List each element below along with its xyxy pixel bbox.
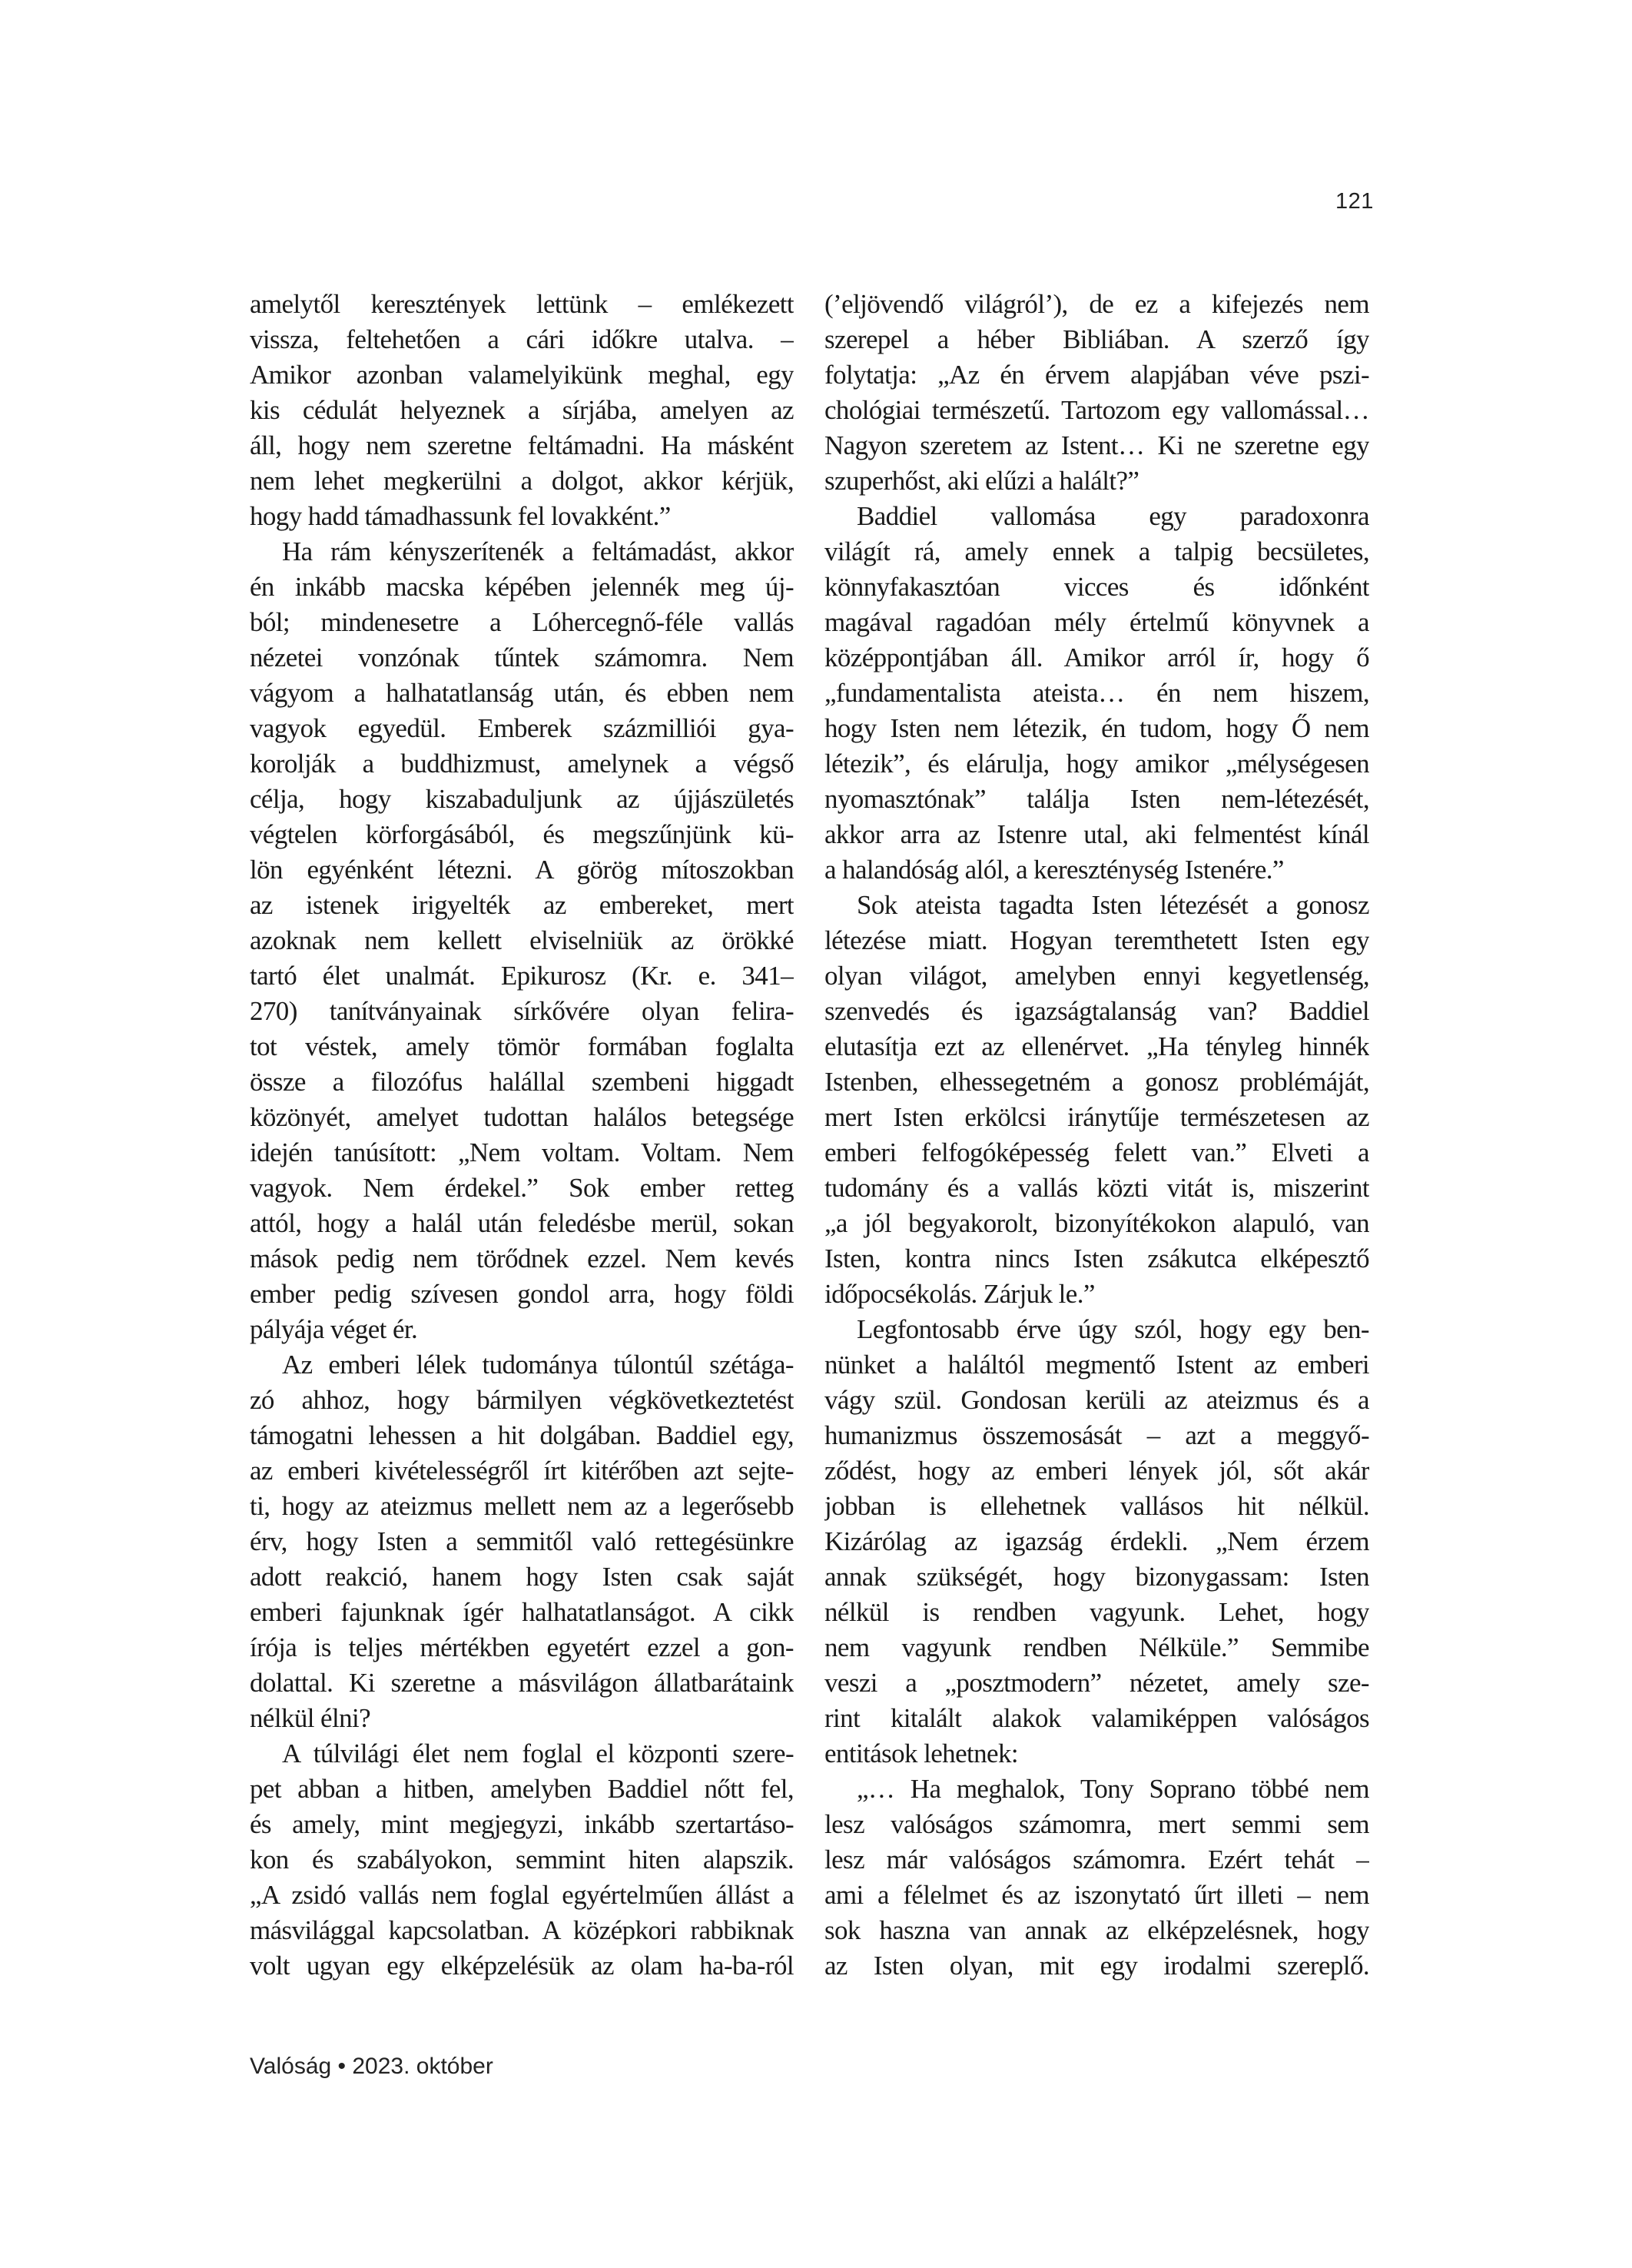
text-line: Sok ateista tagadta Isten létezését a gonosz <box>857 890 1369 920</box>
text-line: az emberi kivételességről írt kitérőben azt sejte- <box>250 1456 794 1486</box>
text-line: idején tanúsított: „Nem voltam. Voltam. Nem <box>250 1137 794 1167</box>
text-line: közönyét, amelyet tudottan halálos betegsége <box>250 1102 794 1132</box>
text-line: lesz valóságos számomra, mert semmi sem <box>824 1809 1369 1839</box>
text-line: akkor arra az Istenre utal, aki felmentést kínál <box>824 819 1369 849</box>
text-line: Legfontosabb érve úgy szól, hogy egy ben- <box>857 1314 1369 1344</box>
text-line: hogy hadd támadhassunk fel lovakként.” <box>250 501 671 531</box>
text-line: létezik”, és elárulja, hogy amikor „mélységesen <box>824 749 1369 779</box>
text-line: emberi fajunknak ígér halhatatlanságot. A cikk <box>250 1597 794 1627</box>
text-line: én inkább macska képében jelennék meg új- <box>250 572 794 602</box>
text-line: tot véstek, amely tömör formában foglalta <box>250 1031 794 1061</box>
paragraph <box>250 1736 794 1984</box>
text-line: nélkül élni? <box>250 1703 371 1733</box>
text-line: szerepel a héber Bibliában. A szerző így <box>824 324 1369 354</box>
text-line: Istenben, elhessegetném a gonosz problémáját, <box>824 1067 1369 1097</box>
text-line: vagyok egyedül. Emberek százmilliói gya- <box>250 713 794 743</box>
text-line: világít rá, amely ennek a talpig becsületes, <box>824 536 1369 566</box>
text-line: Isten, kontra nincs Isten zsákutca elképesztő <box>824 1244 1369 1273</box>
text-line: Baddiel vallomása egy paradoxonra <box>857 501 1369 531</box>
text-line: vágyom a halhatatlanság után, és ebben nem <box>250 678 794 708</box>
text-line: nem vagyunk rendben Nélküle.” Semmibe <box>824 1632 1369 1662</box>
text-line: Nagyon szeretem az Istent… Ki ne szeretne egy <box>824 430 1369 460</box>
text-line: nyomasztónak” találja Isten nem-létezését, <box>824 784 1369 814</box>
text-line: „A zsidó vallás nem foglal egyértelműen állást a <box>250 1880 794 1910</box>
text-line: másvilággal kapcsolatban. A középkori rabbiknak <box>250 1915 794 1945</box>
text-line: az Isten olyan, mit egy irodalmi szereplő. <box>824 1951 1369 1981</box>
text-line: nézetei vonzónak tűntek számomra. Nem <box>250 643 794 672</box>
paragraph <box>250 287 794 534</box>
text-line: tudomány és a vallás közti vitát is, miszerint <box>824 1173 1369 1203</box>
text-line: kon és szabályokon, semmint hiten alapszik. <box>250 1845 794 1875</box>
text-line: ból; mindenesetre a Lóhercegnő-féle vallás <box>250 607 794 637</box>
text-line: vissza, feltehetően a cári időkre utalva. – <box>250 324 794 354</box>
text-line: lesz már valóságos számomra. Ezért tehát – <box>824 1845 1369 1875</box>
text-line: Ha rám kényszerítenék a feltámadást, akkor <box>282 536 794 566</box>
text-line: létezése miatt. Hogyan teremthetett Isten egy <box>824 925 1369 955</box>
text-line: össze a filozófus halállal szembeni higgadt <box>250 1067 794 1097</box>
text-line: vagyok. Nem érdekel.” Sok ember retteg <box>250 1173 794 1203</box>
text-line: attól, hogy a halál után feledésbe merül, sokan <box>250 1208 794 1238</box>
text-line: (’eljövendő világról’), de ez a kifejezés nem <box>824 289 1369 319</box>
text-line: volt ugyan egy elképzelésük az olam ha-ba-ról <box>250 1951 794 1981</box>
text-line: vágy szül. Gondosan kerüli az ateizmus és a <box>824 1385 1369 1415</box>
text-line: folytatja: „Az én érvem alapjában véve pszi- <box>824 360 1369 390</box>
text-line: nünket a haláltól megmentő Istent az emberi <box>824 1350 1369 1380</box>
text-line: humanizmus összemosását – azt a meggyő- <box>824 1420 1369 1450</box>
text-line: entitások lehetnek: <box>824 1738 1018 1768</box>
text-line: amelytől keresztények lettünk – emlékezett <box>250 289 794 319</box>
text-line: nélkül is rendben vagyunk. Lehet, hogy <box>824 1597 1369 1627</box>
text-line: sok haszna van annak az elképzelésnek, hogy <box>824 1915 1369 1945</box>
paragraph <box>824 888 1369 1312</box>
text-line: lön egyénként létezni. A görög mítoszokban <box>250 855 794 885</box>
text-line: 270) tanítványainak sírkővére olyan felira- <box>250 996 794 1026</box>
text-line: zó ahhoz, hogy bármilyen végkövetkeztetést <box>250 1385 794 1415</box>
text-line: nem lehet megkerülni a dolgot, akkor kérjük, <box>250 466 794 496</box>
text-line: kis cédulát helyeznek a sírjába, amelyen az <box>250 395 794 425</box>
text-line: célja, hogy kiszabaduljunk az újjászületés <box>250 784 794 814</box>
text-line: „fundamentalista ateista… én nem hiszem, <box>824 678 1369 708</box>
text-line: középpontjában áll. Amikor arról ír, hogy ő <box>824 643 1369 672</box>
text-line: ti, hogy az ateizmus mellett nem az a legerősebb <box>250 1491 794 1521</box>
text-line: pályája véget ér. <box>250 1314 418 1344</box>
text-line: „a jól begyakorolt, bizonyítékokon alapuló, van <box>824 1208 1369 1238</box>
text-line: ember pedig szívesen gondol arra, hogy földi <box>250 1279 794 1309</box>
text-line: rint kitalált alakok valamiképpen valóságos <box>824 1703 1369 1733</box>
text-line: korolják a buddhizmust, amelynek a végső <box>250 749 794 779</box>
text-line: írója is teljes mértékben egyetért ezzel a gon- <box>250 1632 794 1662</box>
paragraph <box>824 1772 1369 1984</box>
text-line: elutasítja ezt az ellenérvet. „Ha tényleg hinnék <box>824 1031 1369 1061</box>
text-line: emberi felfogóképesség felett van.” Elveti a <box>824 1137 1369 1167</box>
paragraph <box>824 1312 1369 1772</box>
text-line: az istenek irigyelték az embereket, mert <box>250 890 794 920</box>
page-number: 121 <box>1335 189 1374 214</box>
text-line: támogatni lehessen a hit dolgában. Baddiel egy, <box>250 1420 794 1450</box>
text-line: jobban is ellehetnek vallásos hit nélkül. <box>824 1491 1369 1521</box>
text-line: Az emberi lélek tudománya túlontúl szétága- <box>282 1350 794 1380</box>
text-line: azoknak nem kellett elviselniük az örökké <box>250 925 794 955</box>
text-line: tartó élet unalmát. Epikurosz (Kr. e. 341– <box>250 961 794 991</box>
text-line: könnyfakasztóan vicces és időnként <box>824 572 1369 602</box>
text-line: a halandóság alól, a kereszténység Istenére.” <box>824 855 1284 885</box>
text-line: végtelen körforgásából, és megszűnjünk kü- <box>250 819 794 849</box>
text-line: adott reakció, hanem hogy Isten csak saját <box>250 1562 794 1592</box>
text-line: mert Isten erkölcsi iránytűje természetesen az <box>824 1102 1369 1132</box>
text-line: hogy Isten nem létezik, én tudom, hogy Ő nem <box>824 713 1369 743</box>
right-column <box>824 287 1369 1984</box>
text-line: olyan világot, amelyben ennyi kegyetlenség, <box>824 961 1369 991</box>
text-line: szenvedés és igazságtalanság van? Baddiel <box>824 996 1369 1026</box>
text-line: „… Ha meghalok, Tony Soprano többé nem <box>857 1774 1369 1804</box>
text-line: érv, hogy Isten a semmitől való rettegésünkre <box>250 1526 794 1556</box>
paragraph <box>250 1347 794 1736</box>
text-line: A túlvilági élet nem foglal el központi szere- <box>282 1738 794 1768</box>
text-line: magával ragadóan mély értelmű könyvnek a <box>824 607 1369 637</box>
paragraph <box>250 534 794 1347</box>
text-line: és amely, mint megjegyzi, inkább szertartáso- <box>250 1809 794 1839</box>
text-line: időpocsékolás. Zárjuk le.” <box>824 1279 1095 1309</box>
text-line: mások pedig nem törődnek ezzel. Nem kevés <box>250 1244 794 1273</box>
left-column <box>250 287 794 1984</box>
text-line: veszi a „posztmodern” nézetet, amely sze- <box>824 1668 1369 1698</box>
text-line: Amikor azonban valamelyikünk meghal, egy <box>250 360 794 390</box>
text-line: áll, hogy nem szeretne feltámadni. Ha másként <box>250 430 794 460</box>
paragraph <box>824 499 1369 888</box>
text-line: ami a félelmet és az iszonytató űrt illeti – nem <box>824 1880 1369 1910</box>
text-line: chológiai természetű. Tartozom egy vallomással… <box>824 395 1369 425</box>
paragraph <box>824 287 1369 499</box>
footer-publication-date: Valóság • 2023. október <box>250 2054 493 2079</box>
text-line: Kizárólag az igazság érdekli. „Nem érzem <box>824 1526 1369 1556</box>
text-line: ződést, hogy az emberi lények jól, sőt akár <box>824 1456 1369 1486</box>
text-line: szuperhőst, aki elűzi a halált?” <box>824 466 1139 496</box>
text-line: pet abban a hitben, amelyben Baddiel nőtt fel, <box>250 1774 794 1804</box>
text-line: dolattal. Ki szeretne a másvilágon állatbarátaink <box>250 1668 794 1698</box>
text-line: annak szükségét, hogy bizonygassam: Isten <box>824 1562 1369 1592</box>
